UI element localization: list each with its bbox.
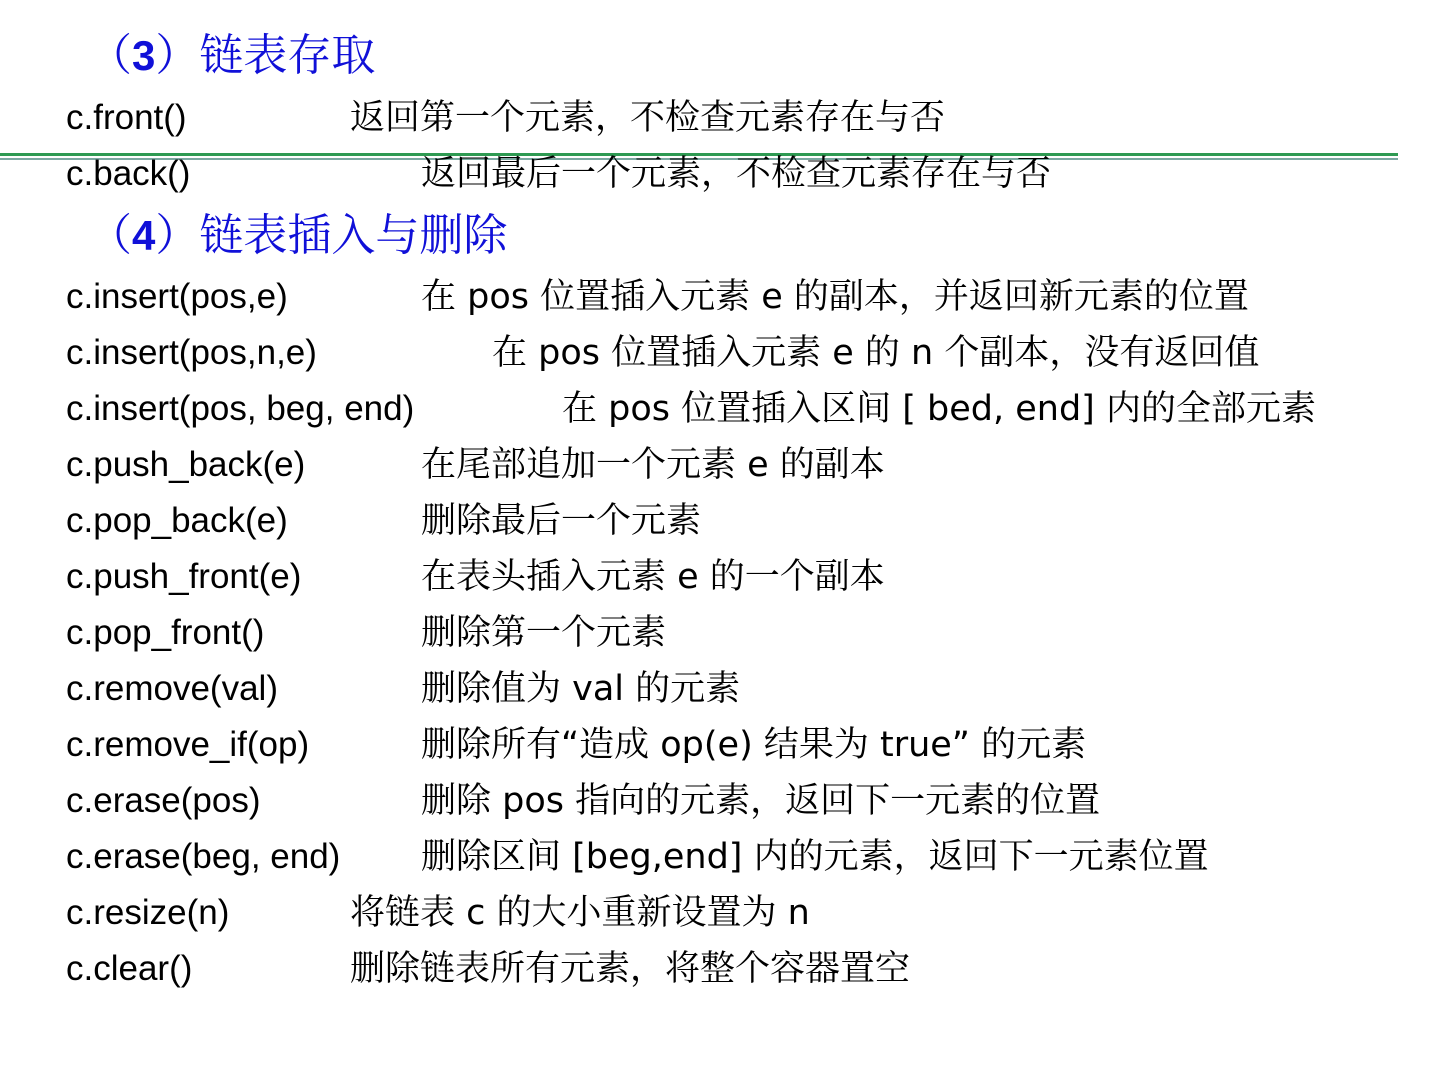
method-signature: c.front() [66,98,187,137]
method-description: 在表头插入元素 e 的一个副本 [421,557,885,597]
method-row [66,441,1436,489]
method-signature: c.insert(pos, beg, end) [66,389,415,428]
method-description: 删除链表所有元素，将整个容器置空 [350,949,911,989]
method-description: 在 pos 位置插入元素 e 的副本，并返回新元素的位置 [421,277,1249,317]
method-description: 在 pos 位置插入元素 e 的 n 个副本，没有返回值 [492,333,1260,373]
method-signature: c.pop_back(e) [66,501,288,540]
method-row [66,553,1436,601]
heading-open-paren: （ [88,210,132,261]
heading-number: 4 [132,212,156,259]
method-row [66,150,1436,198]
method-row [66,777,1436,825]
method-row [66,497,1436,545]
method-signature: c.pop_front() [66,613,265,652]
heading-close-paren: ） [155,210,200,261]
method-signature: c.erase(beg, end) [66,837,341,876]
heading-title: 链表插入与删除 [199,210,508,261]
method-row [66,94,1436,142]
method-signature: c.remove(val) [66,669,278,708]
method-description: 在 pos 位置插入区间 [ bed, end] 内的全部元素 [562,389,1316,429]
section-heading-modify [88,210,507,262]
method-description: 返回第一个元素，不检查元素存在与否 [350,98,946,138]
method-row [66,665,1436,713]
method-row [66,833,1436,881]
heading-number: 3 [132,32,156,79]
method-description: 删除最后一个元素 [421,501,702,541]
method-signature: c.back() [66,154,191,193]
method-signature: c.erase(pos) [66,781,261,820]
method-description: 删除 pos 指向的元素，返回下一元素的位置 [421,781,1101,821]
method-signature: c.remove_if(op) [66,725,310,764]
method-description: 删除值为 val 的元素 [421,669,741,709]
method-description: 删除第一个元素 [421,613,667,653]
method-signature: c.push_back(e) [66,445,306,484]
method-description: 返回最后一个元素，不检查元素存在与否 [421,154,1052,194]
method-row [66,945,1436,993]
method-signature: c.push_front(e) [66,557,302,596]
method-description: 删除所有“造成 op(e) 结果为 true” 的元素 [421,725,1087,765]
method-signature: c.insert(pos,e) [66,277,288,316]
method-signature: c.resize(n) [66,893,230,932]
heading-open-paren: （ [88,30,132,81]
method-description: 将链表 c 的大小重新设置为 n [350,893,810,933]
method-row [66,889,1436,937]
method-description: 删除区间 [beg,end] 内的元素，返回下一元素位置 [421,837,1209,877]
method-row [66,273,1436,321]
section-heading-access [88,30,375,82]
heading-title: 链表存取 [199,30,376,81]
heading-close-paren: ） [155,30,200,81]
method-signature: c.insert(pos,n,e) [66,333,317,372]
method-row [66,721,1436,769]
method-row [66,329,1436,377]
method-signature: c.clear() [66,949,193,988]
method-row [66,609,1436,657]
method-row [66,385,1436,433]
method-description: 在尾部追加一个元素 e 的副本 [421,445,885,485]
